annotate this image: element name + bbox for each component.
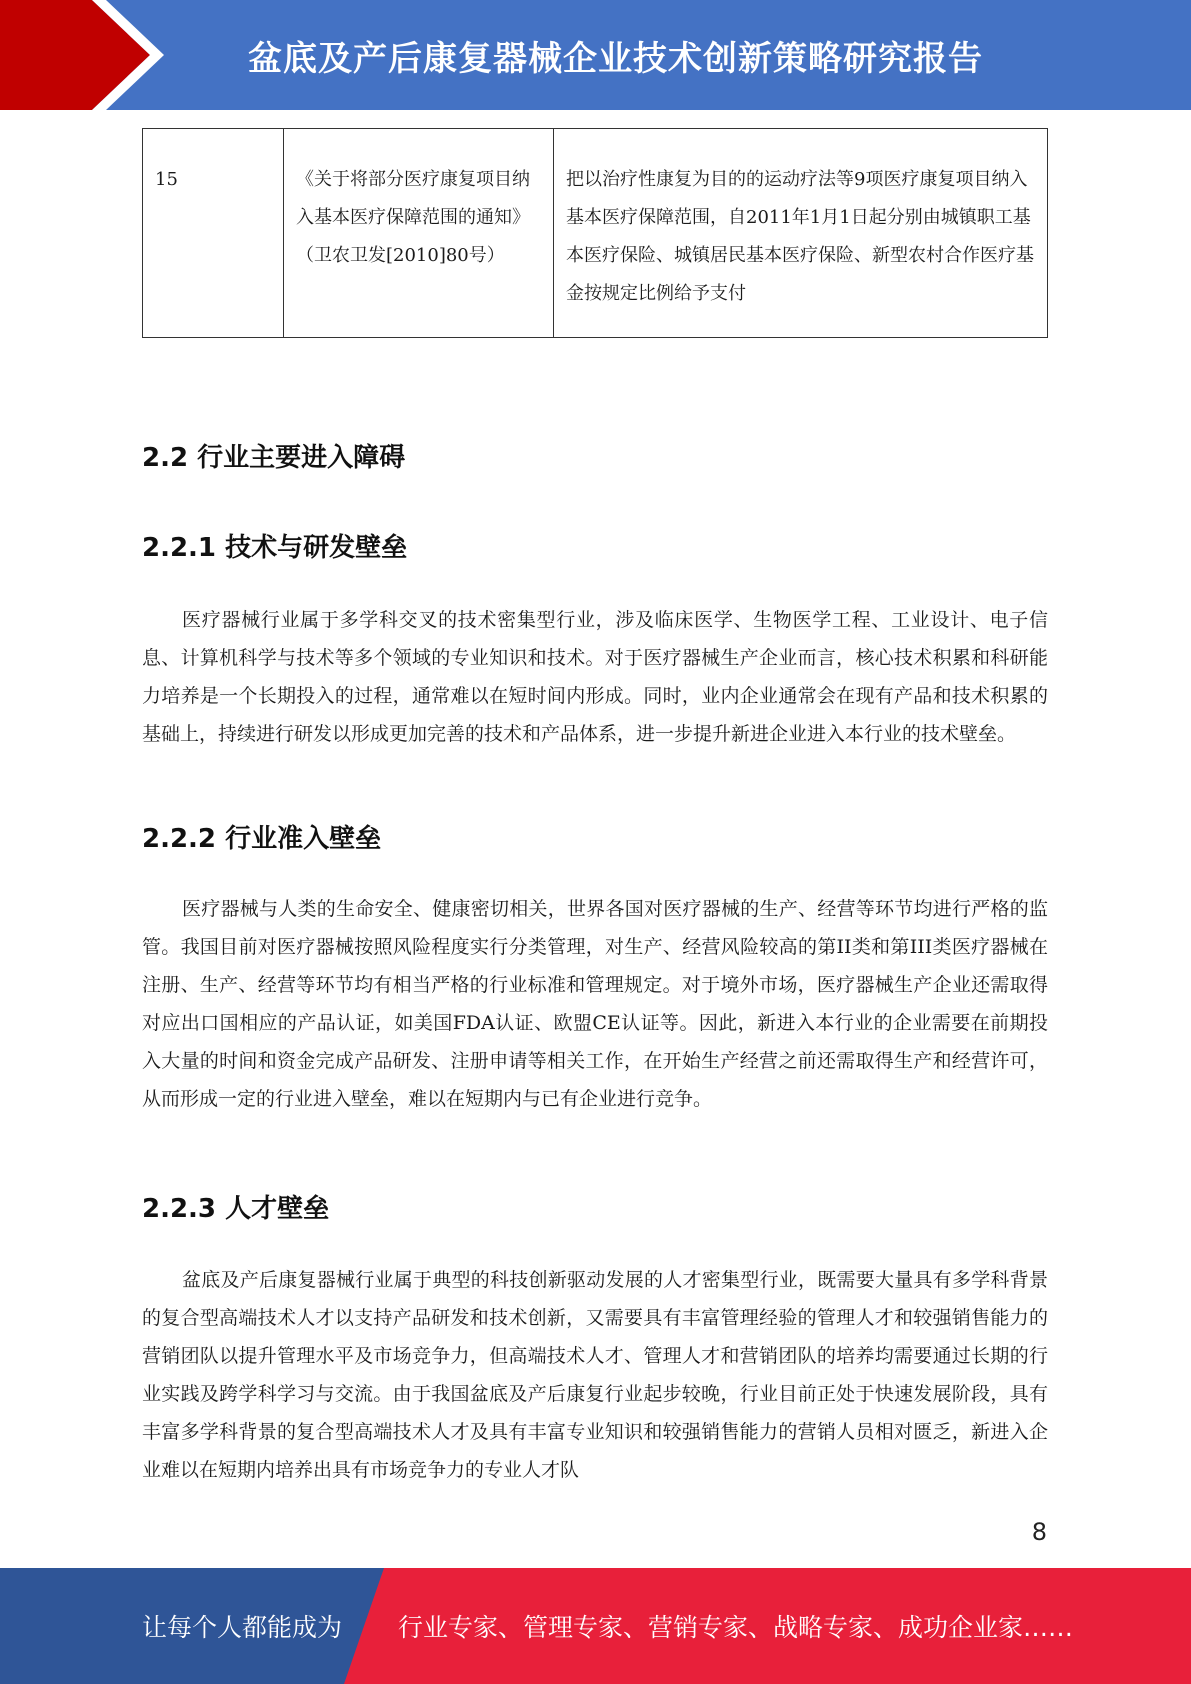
table-row — [143, 129, 1048, 338]
page-number: 8 — [1031, 1518, 1047, 1546]
paragraph-talent-barrier: 盆底及产后康复器械行业属于典型的科技创新驱动发展的人才密集型行业，既需要大量具有多学科背景的复合型高端技术人才以支持产品研发和技术创新，又需要具有丰富管理经验的管理人才和较强销售能力的营销团队以提升管理水平及市场竞争力，但高端技术人才、管理人才和营销团队的培养均需要通过长期的行业实践及跨学科学习与交流。由于我国盆底及产后康复行业起步较晚，行业目前正处于快速发展阶段，具有丰富多学科背景的复合型高端技术人才及具有丰富专业知识和较强销售能力的营销人员相对匮乏，新进入企业难以在短期内培养出具有市场竞争力的专业人才队 — [142, 1269, 1048, 1481]
footer-slogan-right: 行业专家、管理专家、营销专家、战略专家、成功企业家…… — [398, 1613, 1074, 1642]
footer-slogan-left: 让每个人都能成为 — [142, 1613, 343, 1642]
section-heading-2-2: 2.2 行业主要进入障碍 — [142, 443, 406, 473]
report-title: 盆底及产后康复器械企业技术创新策略研究报告 — [248, 38, 983, 79]
section-heading-2-2-2: 2.2.2 行业准入壁垒 — [142, 824, 382, 854]
page-header — [0, 0, 1191, 110]
table-cell-content: 把以治疗性康复为目的的运动疗法等9项医疗康复项目纳入基本医疗保障范围，自2011年1月1日起分别由城镇职工基本医疗保险、城镇居民基本医疗保险、新型农村合作医疗基金按规定比例给予支付 — [554, 129, 1048, 338]
table-cell-no: 15 — [143, 129, 284, 338]
paragraph-access-barrier: 医疗器械与人类的生命安全、健康密切相关，世界各国对医疗器械的生产、经营等环节均进行严格的监管。我国目前对医疗器械按照风险程度实行分类管理，对生产、经营风险较高的第II类和第III类医疗器械在注册、生产、经营等环节均有相当严格的行业标准和管理规定。对于境外市场，医疗器械生产企业还需取得对应出口国相应的产品认证，如美国FDA认证、欧盟CE认证等。因此，新进入本行业的企业需要在前期投入大量的时间和资金完成产品研发、注册申请等相关工作，在开始生产经营之前还需取得生产和经营许可，从而形成一定的行业进入壁垒，难以在短期内与已有企业进行竞争。 — [142, 898, 1048, 1110]
page-footer — [0, 1568, 1191, 1684]
section-heading-2-2-1: 2.2.1 技术与研发壁垒 — [142, 533, 408, 563]
policy-table — [142, 128, 1048, 338]
paragraph-tech-barrier: 医疗器械行业属于多学科交叉的技术密集型行业，涉及临床医学、生物医学工程、工业设计、电子信息、计算机科学与技术等多个领域的专业知识和技术。对于医疗器械生产企业而言，核心技术积累和科研能力培养是一个长期投入的过程，通常难以在短时间内形成。同时，业内企业通常会在现有产品和技术积累的基础上，持续进行研发以形成更加完善的技术和产品体系，进一步提升新进企业进入本行业的技术壁垒。 — [142, 609, 1048, 745]
section-heading-2-2-3: 2.2.3 人才壁垒 — [142, 1194, 330, 1224]
table-cell-policy: 《关于将部分医疗康复项目纳入基本医疗保障范围的通知》（卫农卫发[2010]80号） — [284, 129, 554, 338]
